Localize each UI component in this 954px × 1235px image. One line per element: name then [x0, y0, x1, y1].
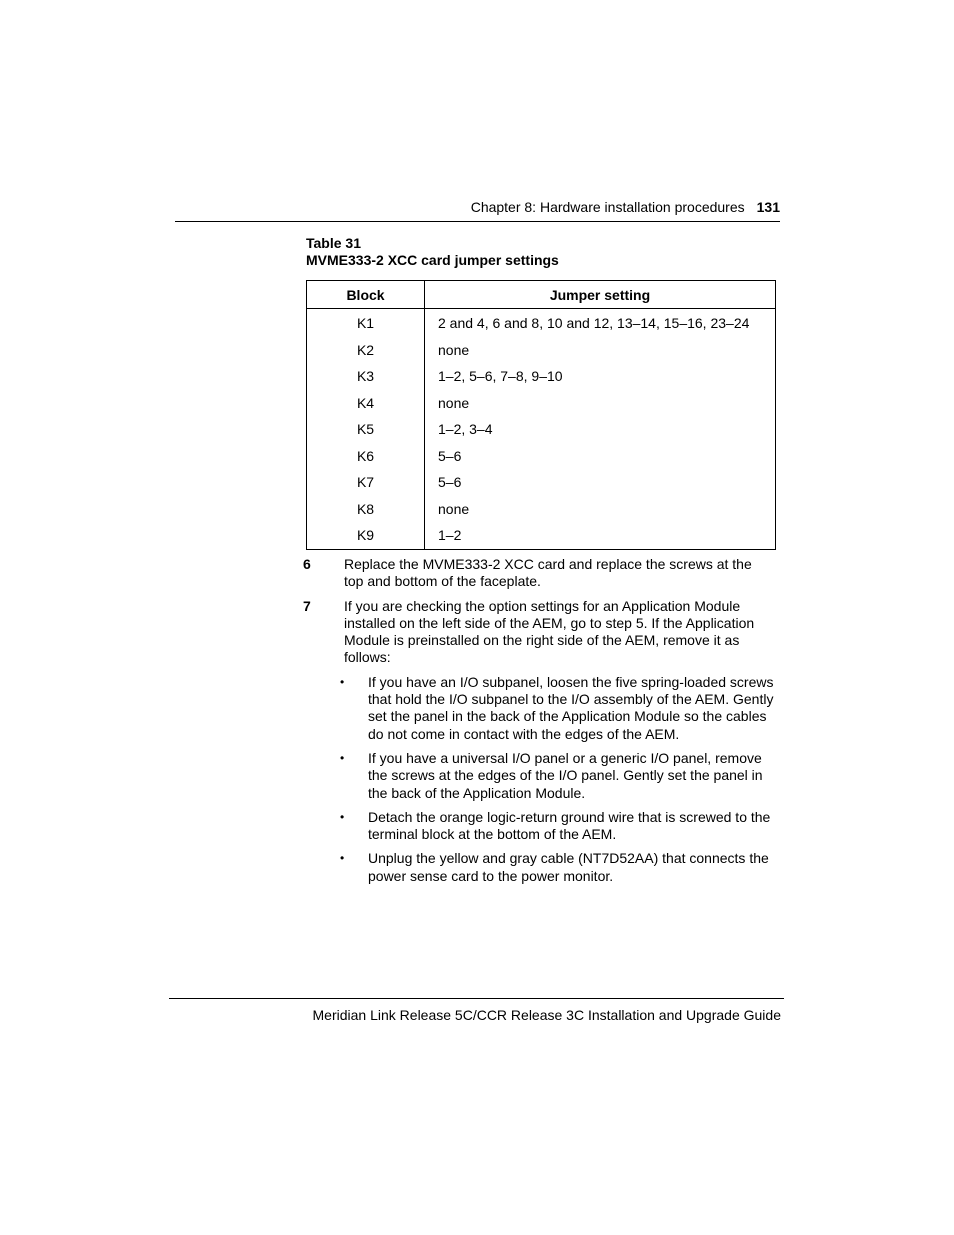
bullet-list: [340, 674, 780, 885]
table-header-row: [307, 281, 776, 309]
list-item: [340, 850, 780, 885]
block-cell: K8: [307, 496, 425, 523]
header-rule: [175, 221, 780, 222]
footer-rule: [169, 998, 784, 999]
bullet-icon: •: [340, 851, 345, 866]
block-cell: K6: [307, 443, 425, 470]
setting-cell: 1–2, 3–4: [425, 416, 776, 443]
procedure-steps: [303, 556, 783, 892]
page-footer: Meridian Link Release 5C/CCR Release 3C Installation and Upgrade Guide: [312, 1007, 781, 1023]
list-item: [340, 674, 780, 743]
page-header: [175, 199, 780, 215]
block-cell: K5: [307, 416, 425, 443]
setting-cell: 2 and 4, 6 and 8, 10 and 12, 13–14, 15–16, 23–24: [425, 309, 776, 337]
table-row: [307, 390, 776, 417]
block-cell: K3: [307, 363, 425, 390]
setting-cell: none: [425, 390, 776, 417]
bullet-text: If you have a universal I/O panel or a generic I/O panel, remove the screws at the edges of the I/O panel. Gently set the panel in the back of the Application Module.: [368, 749, 763, 801]
bullet-text: Detach the orange logic-return ground wire that is screwed to the terminal block at the bottom of the AEM.: [368, 808, 771, 843]
table-row: [307, 309, 776, 337]
step-text: If you are checking the option settings for an Application Module installed on the left side of the AEM, go to step 5. If the Application Module is preinstalled on the right side of the AEM, remove it as follows:: [344, 597, 755, 666]
chapter-title: Chapter 8: Hardware installation procedures: [470, 199, 745, 215]
table-row: [307, 496, 776, 523]
table-row: [307, 522, 776, 549]
step-text: Replace the MVME333-2 XCC card and replace the screws at the top and bottom of the faceplate.: [344, 556, 752, 590]
setting-cell: 1–2, 5–6, 7–8, 9–10: [425, 363, 776, 390]
block-cell: K9: [307, 522, 425, 549]
setting-cell: 5–6: [425, 469, 776, 496]
procedure-step: [303, 556, 783, 591]
setting-cell: none: [425, 337, 776, 364]
block-cell: K1: [307, 309, 425, 337]
setting-cell: 5–6: [425, 443, 776, 470]
block-cell: K7: [307, 469, 425, 496]
list-item: [340, 750, 780, 802]
jumper-settings-table: [306, 280, 776, 550]
table-row: [307, 443, 776, 470]
list-item: [340, 809, 780, 844]
setting-cell: 1–2: [425, 522, 776, 549]
bullet-text: Unplug the yellow and gray cable (NT7D52AA) that connects the power sense card to the power monitor.: [368, 850, 769, 884]
column-header-block: Block: [307, 281, 425, 309]
procedure-step: [303, 598, 783, 667]
bullet-icon: •: [340, 674, 345, 689]
table-number: Table 31: [306, 235, 361, 251]
block-cell: K4: [307, 390, 425, 417]
bullet-text: If you have an I/O subpanel, loosen the five spring-loaded screws that hold the I/O subpanel to the I/O assembly of the AEM. Gently set the panel in the back of the Application Module so the cables do not come in contact with the edges of the AEM.: [368, 673, 774, 742]
step-number: 6: [303, 556, 311, 572]
table-row: [307, 469, 776, 496]
table-caption: [306, 235, 559, 269]
table-row: [307, 363, 776, 390]
bullet-icon: •: [340, 750, 345, 765]
table-row: [307, 416, 776, 443]
page-number: 131: [756, 199, 780, 215]
setting-cell: none: [425, 496, 776, 523]
column-header-jumper-setting: Jumper setting: [425, 281, 776, 309]
table-title: MVME333-2 XCC card jumper settings: [306, 252, 559, 268]
table-row: [307, 337, 776, 364]
block-cell: K2: [307, 337, 425, 364]
step-number: 7: [303, 597, 311, 614]
bullet-icon: •: [340, 809, 345, 824]
